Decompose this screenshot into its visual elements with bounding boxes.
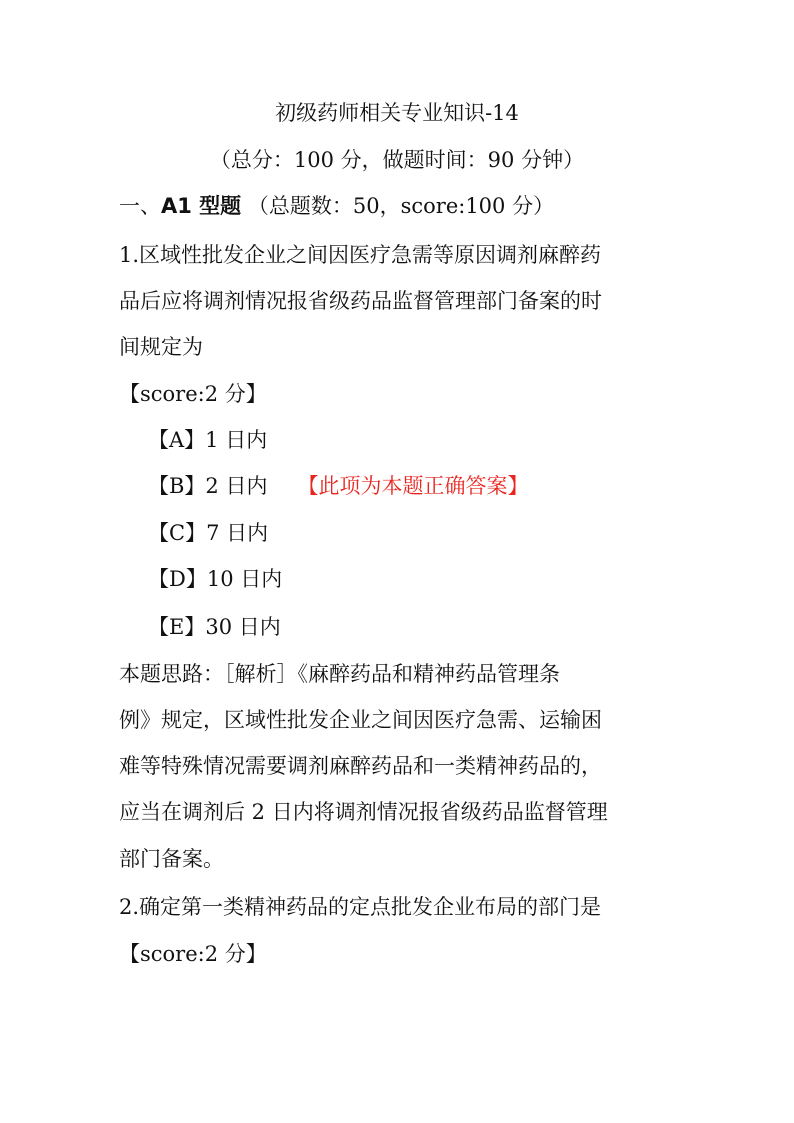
section-meta: （总题数：50，score:100 分）	[247, 194, 555, 218]
option-b-label: 【B】2 日内	[148, 474, 268, 498]
explanation-line-2: 例》规定，区域性批发企业之间因医疗急需、运输困	[119, 708, 602, 732]
question-2-score: 【score:2 分】	[119, 942, 267, 966]
page-title: 初级药师相关专业知识-14	[275, 101, 519, 125]
page-subtitle: （总分：100 分，做题时间：90 分钟）	[209, 148, 585, 172]
explanation-line-4: 应当在调剂后 2 日内将调剂情况报省级药品监督管理	[119, 800, 608, 824]
correct-answer-note: 【此项为本题正确答案】	[297, 474, 529, 498]
question-1-line-2: 品后应将调剂情况报省级药品监督管理部门备案的时	[119, 289, 602, 313]
option-b	[148, 472, 528, 500]
explanation-line-3: 难等特殊情况需要调剂麻醉药品和一类精神药品的，	[119, 754, 602, 778]
section-prefix: 一、	[119, 194, 161, 218]
question-1-score: 【score:2 分】	[119, 382, 267, 406]
option-c: 【C】7 日内	[148, 521, 269, 545]
explanation-line-5: 部门备案。	[119, 847, 224, 871]
explanation-line-1: 本题思路：［解析］《麻醉药品和精神药品管理条	[119, 662, 560, 686]
question-2-line-1: 2.确定第一类精神药品的定点批发企业布局的部门是	[119, 895, 602, 919]
option-e: 【E】30 日内	[148, 615, 281, 639]
option-a: 【A】1 日内	[148, 428, 268, 452]
question-1-line-1: 1.区域性批发企业之间因医疗急需等原因调剂麻醉药	[119, 243, 602, 267]
section-heading	[119, 192, 554, 220]
option-d: 【D】10 日内	[148, 567, 283, 591]
question-1-line-3: 间规定为	[119, 335, 203, 359]
section-name: A1 型题	[161, 194, 242, 218]
